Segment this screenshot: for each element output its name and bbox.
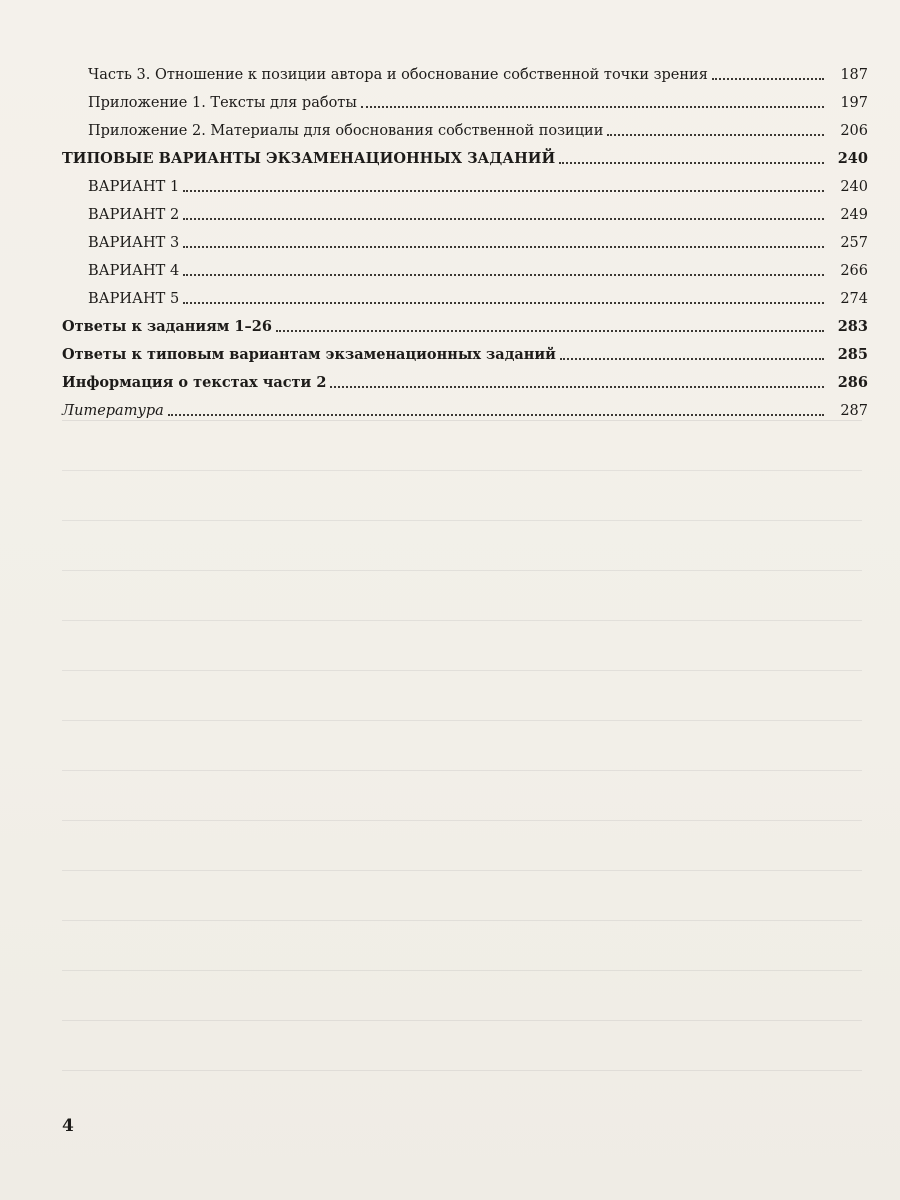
toc-section-label: Ответы к типовым вариантам экзаменационных заданий: [62, 346, 556, 363]
toc-page-number: 287: [840, 403, 868, 419]
toc-leader-dots: [183, 302, 824, 304]
toc-leader-dots: [183, 218, 824, 220]
toc-page-number: 283: [837, 318, 868, 335]
toc-page-number: 257: [840, 235, 868, 251]
toc-page-number: 274: [840, 291, 868, 307]
toc-leader-dots: [559, 162, 824, 164]
toc-page-number: 240: [840, 179, 868, 195]
toc-leader-dots: [183, 246, 824, 248]
toc-page-number: 187: [840, 67, 868, 83]
toc-section-row[interactable]: [62, 310, 868, 336]
toc-row[interactable]: [62, 114, 868, 140]
toc-leader-dots: [183, 274, 824, 276]
toc-label: ВАРИАНТ 3: [88, 235, 180, 251]
toc-leader-dots: [607, 134, 824, 136]
toc-page-number: 240: [837, 150, 868, 167]
toc-leader-dots: [183, 190, 824, 192]
toc-label: ВАРИАНТ 1: [88, 179, 180, 195]
toc-section-row[interactable]: [62, 366, 868, 392]
toc-row[interactable]: [62, 254, 868, 280]
toc-leader-dots: [168, 414, 824, 416]
toc-leader-dots: [330, 386, 824, 388]
toc-section-label: Информация о текстах части 2: [62, 374, 327, 391]
toc-page-number: 285: [837, 346, 868, 363]
toc-section-row[interactable]: [62, 338, 868, 364]
toc-label: Приложение 1. Тексты для работы: [88, 95, 357, 111]
toc-row[interactable]: [62, 198, 868, 224]
toc-page-number: 249: [840, 207, 868, 223]
toc-label: Литература: [62, 403, 164, 419]
toc-section-label: ТИПОВЫЕ ВАРИАНТЫ ЭКЗАМЕНАЦИОННЫХ ЗАДАНИЙ: [62, 150, 556, 167]
toc-row[interactable]: [62, 226, 868, 252]
toc-page-number: 286: [837, 374, 868, 391]
toc-section-row[interactable]: [62, 142, 868, 168]
toc-leader-dots: [712, 78, 824, 80]
toc-row[interactable]: [62, 170, 868, 196]
toc-row[interactable]: [62, 58, 868, 84]
toc-leader-dots: [560, 358, 824, 360]
toc-row[interactable]: [62, 394, 868, 420]
toc-label: ВАРИАНТ 5: [88, 291, 180, 307]
toc-label: Приложение 2. Материалы для обоснования собственной позиции: [88, 123, 604, 139]
toc-page-number: 197: [840, 95, 868, 111]
toc-label: ВАРИАНТ 4: [88, 263, 180, 279]
toc-leader-dots: [276, 330, 824, 332]
toc-page-number: 206: [840, 123, 868, 139]
toc-label: Часть 3. Отношение к позиции автора и обоснование собственной точки зрения: [88, 67, 708, 83]
toc-label: ВАРИАНТ 2: [88, 207, 180, 223]
toc-page-number: 266: [840, 263, 868, 279]
toc-row[interactable]: [62, 86, 868, 112]
toc-section-label: Ответы к заданиям 1–26: [62, 318, 272, 335]
page-number: 4: [62, 1116, 74, 1136]
toc-leader-dots: [361, 106, 824, 108]
toc-row[interactable]: [62, 282, 868, 308]
